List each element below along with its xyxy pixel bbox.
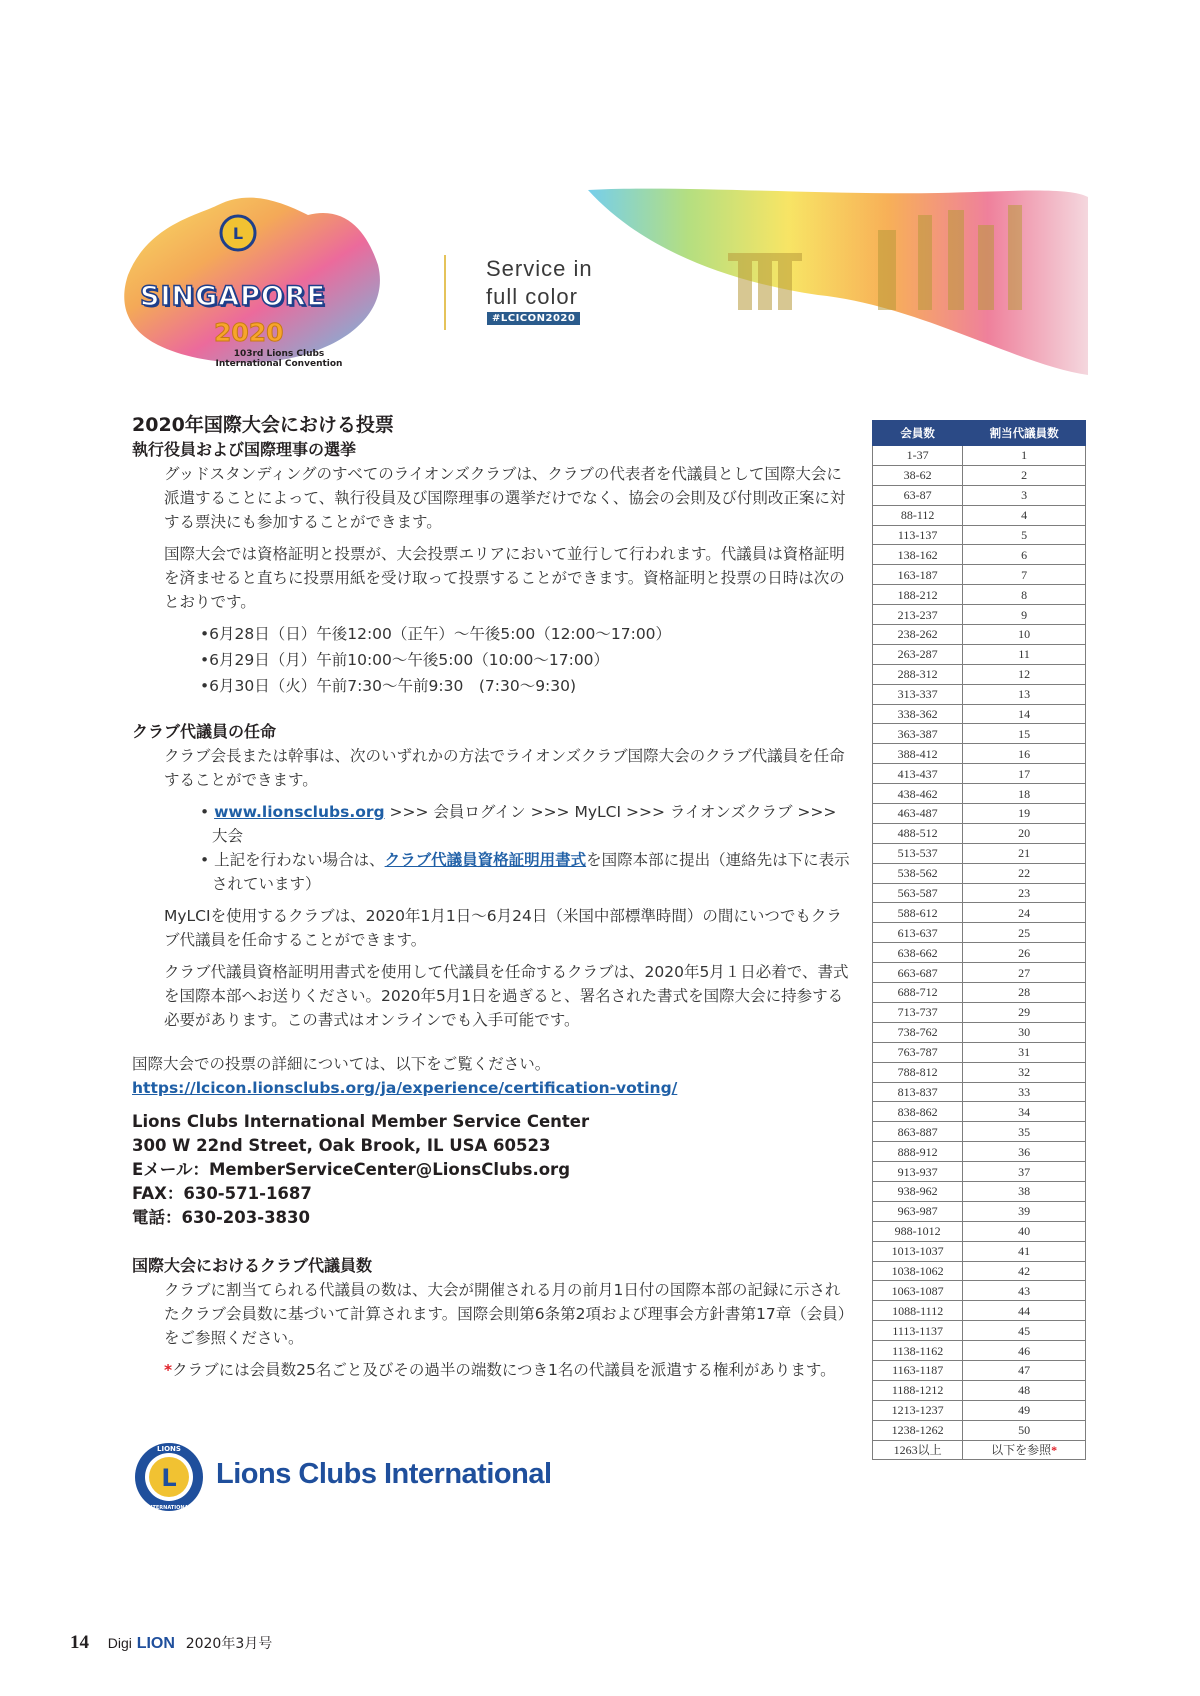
delegate-count-cell: 7 — [963, 565, 1086, 585]
delegate-count-cell: 25 — [963, 923, 1086, 943]
member-range-cell: 638-662 — [873, 943, 963, 963]
table-row — [873, 724, 1086, 744]
footnote — [164, 1358, 852, 1382]
table-row — [873, 903, 1086, 923]
table-row — [873, 1042, 1086, 1062]
section-heading-appointment: クラブ代議員の任命 — [132, 722, 277, 741]
contact-address: 300 W 22nd Street, Oak Brook, IL USA 60523 — [132, 1136, 551, 1155]
table-row — [873, 883, 1086, 903]
delegate-count-cell: 35 — [963, 1122, 1086, 1142]
article-title: 2020年国際大会における投票 — [132, 414, 394, 436]
delegate-count-cell: 46 — [963, 1341, 1086, 1361]
member-range-cell: 688-712 — [873, 983, 963, 1003]
member-range-cell: 863-887 — [873, 1122, 963, 1142]
delegate-count-cell: 27 — [963, 963, 1086, 983]
column-header: 割当代議員数 — [963, 421, 1086, 446]
page-footer — [70, 1632, 272, 1654]
bullet-item: • 上記を行わない場合は、クラブ代議員資格証明用書式を国際本部に提出（連絡先は下に表示されています） — [200, 851, 850, 893]
schedule-list — [132, 622, 852, 698]
member-range-cell: 888-912 — [873, 1142, 963, 1162]
delegate-count-cell: 11 — [963, 644, 1086, 664]
member-range-cell: 1263以上 — [873, 1440, 963, 1460]
table-row — [873, 1122, 1086, 1142]
member-range-cell: 913-937 — [873, 1162, 963, 1182]
column-header: 会員数 — [873, 421, 963, 446]
delegate-count-cell: 23 — [963, 883, 1086, 903]
table-row — [873, 1102, 1086, 1122]
delegate-count-cell: 5 — [963, 525, 1086, 545]
magazine-name: LION — [136, 1635, 175, 1652]
asterisk: * — [164, 1361, 173, 1379]
table-row — [873, 1062, 1086, 1082]
delegate-count-cell: 29 — [963, 1002, 1086, 1022]
table-row — [873, 684, 1086, 704]
table-row — [873, 843, 1086, 863]
tagline-line-1: Service in — [486, 256, 593, 281]
member-range-cell: 363-387 — [873, 724, 963, 744]
member-range-cell: 663-687 — [873, 963, 963, 983]
table-row — [873, 963, 1086, 983]
contact-phone: 電話：630-203-3830 — [132, 1208, 311, 1227]
member-range-cell: 738-762 — [873, 1022, 963, 1042]
delegate-count-cell: 45 — [963, 1321, 1086, 1341]
article-body — [132, 412, 852, 1390]
singapore-wordmark: SINGAPORE — [140, 281, 327, 312]
tagline-line-2: full color — [486, 284, 578, 309]
delegate-count-cell: 2 — [963, 465, 1086, 485]
lions-emblem-icon — [132, 1440, 206, 1514]
emblem-bottom-text: INTERNATIONAL — [146, 1505, 192, 1511]
bullet-text: >>> 会員ログイン >>> MyLCI >>> ライオンズクラブ >>> 大会 — [212, 803, 837, 845]
table-row — [873, 625, 1086, 645]
contact-block — [132, 1110, 852, 1230]
contact-org: Lions Clubs International Member Service Center — [132, 1112, 590, 1131]
table-row — [873, 863, 1086, 883]
table-row — [873, 823, 1086, 843]
table-row — [873, 446, 1086, 466]
table-row — [873, 1341, 1086, 1361]
banner-divider — [444, 255, 446, 330]
convention-banner — [118, 185, 1090, 380]
member-range-cell: 188-212 — [873, 585, 963, 605]
member-range-cell: 1238-1262 — [873, 1420, 963, 1440]
delegate-count-cell: 33 — [963, 1082, 1086, 1102]
delegate-count-cell: 18 — [963, 784, 1086, 804]
delegate-count-cell: 13 — [963, 684, 1086, 704]
table-row — [873, 1221, 1086, 1241]
table-row — [873, 505, 1086, 525]
magazine-prefix: Digi — [107, 1635, 132, 1651]
member-range-cell: 563-587 — [873, 883, 963, 903]
delegate-count-cell: 50 — [963, 1420, 1086, 1440]
delegate-count-cell: 14 — [963, 704, 1086, 724]
table-row — [873, 1142, 1086, 1162]
member-range-cell: 588-612 — [873, 903, 963, 923]
table-row — [873, 1241, 1086, 1261]
member-range-cell: 263-287 — [873, 644, 963, 664]
banner-tagline — [486, 255, 593, 311]
member-range-cell: 788-812 — [873, 1062, 963, 1082]
contact-fax: FAX：630-571-1687 — [132, 1184, 312, 1203]
member-range-cell: 238-262 — [873, 625, 963, 645]
table-row — [873, 804, 1086, 824]
member-range-cell: 538-562 — [873, 863, 963, 883]
delegate-count-cell: 48 — [963, 1380, 1086, 1400]
table-row — [873, 1261, 1086, 1281]
delegate-count-cell: 40 — [963, 1221, 1086, 1241]
delegate-count-cell: 49 — [963, 1400, 1086, 1420]
emblem-top-text: LIONS — [157, 1445, 181, 1453]
delegate-count-cell: 39 — [963, 1201, 1086, 1221]
member-range-cell: 113-137 — [873, 525, 963, 545]
delegate-count-cell: 34 — [963, 1102, 1086, 1122]
delegate-count-cell: 30 — [963, 1022, 1086, 1042]
delegate-count-cell: 17 — [963, 764, 1086, 784]
delegate-count-cell: 1 — [963, 446, 1086, 466]
member-range-cell: 513-537 — [873, 843, 963, 863]
delegate-count-cell: 31 — [963, 1042, 1086, 1062]
member-range-cell: 438-462 — [873, 784, 963, 804]
paragraph: クラブ代議員資格証明用書式を使用して代議員を任命するクラブは、2020年5月１日必着で、書式を国際本部へお送りください。2020年5月1日を過ぎると、署名された書式を国際大会に持参する必要があります。この書式はオンラインでも入手可能です。 — [164, 963, 849, 1029]
delegate-count-cell: 3 — [963, 485, 1086, 505]
bullet-text: を国際本部に提出（連絡先は下に表示されています） — [212, 851, 850, 893]
member-range-cell: 1038-1062 — [873, 1261, 963, 1281]
table-row — [873, 485, 1086, 505]
member-range-cell: 1138-1162 — [873, 1341, 963, 1361]
issue-date: 2020年3月号 — [185, 1636, 273, 1652]
delegate-count-cell: 12 — [963, 664, 1086, 684]
delegate-count-cell: 15 — [963, 724, 1086, 744]
delegate-count-cell: 47 — [963, 1360, 1086, 1380]
member-range-cell: 138-162 — [873, 545, 963, 565]
member-range-cell: 413-437 — [873, 764, 963, 784]
table-row — [873, 1281, 1086, 1301]
delegate-count-cell: 10 — [963, 625, 1086, 645]
table-body — [873, 446, 1086, 1460]
member-range-cell: 163-187 — [873, 565, 963, 585]
table-row — [873, 1440, 1086, 1460]
emblem-letter: L — [161, 1464, 177, 1492]
member-range-cell: 613-637 — [873, 923, 963, 943]
paragraph: クラブ会長または幹事は、次のいずれかの方法でライオンズクラブ国際大会のクラブ代議員を任命することができます。 — [164, 747, 845, 789]
member-range-cell: 763-787 — [873, 1042, 963, 1062]
table-row — [873, 764, 1086, 784]
delegate-count-cell: 28 — [963, 983, 1086, 1003]
delegate-count-cell: 19 — [963, 804, 1086, 824]
delegate-count-cell: 42 — [963, 1261, 1086, 1281]
table-header-row — [873, 421, 1086, 446]
table-row — [873, 585, 1086, 605]
paragraph: クラブに割当てられる代議員の数は、大会が開催される月の前月1日付の国際本部の記録に示されたクラブ会員数に基づいて計算されます。国際会則第6条第2項および理事会方針書第17章（会員）をご参照ください。 — [164, 1281, 846, 1347]
table-row — [873, 744, 1086, 764]
table-row — [873, 644, 1086, 664]
delegate-count-cell: 32 — [963, 1062, 1086, 1082]
delegate-count-cell: 9 — [963, 605, 1086, 625]
member-range-cell: 988-1012 — [873, 1221, 963, 1241]
member-range-cell: 38-62 — [873, 465, 963, 485]
table-row — [873, 1380, 1086, 1400]
member-range-cell: 338-362 — [873, 704, 963, 724]
table-row — [873, 1420, 1086, 1440]
member-range-cell: 813-837 — [873, 1082, 963, 1102]
contact-email: Eメール：MemberServiceCenter@LionsClubs.org — [132, 1160, 571, 1179]
lions-clubs-wordmark: Lions Clubs International — [216, 1458, 552, 1490]
table-row — [873, 1022, 1086, 1042]
delegate-count-cell: 44 — [963, 1301, 1086, 1321]
convention-year: 2020 — [214, 318, 284, 347]
member-range-cell: 1088-1112 — [873, 1301, 963, 1321]
table-row — [873, 1360, 1086, 1380]
section-heading-election: 執行役員および国際理事の選挙 — [132, 440, 357, 459]
member-range-cell: 463-487 — [873, 804, 963, 824]
schedule-item: •6月30日（火）午前7:30～午前9:30 (7:30～9:30) — [200, 677, 577, 695]
delegate-form-link[interactable]: クラブ代議員資格証明用書式 — [384, 851, 587, 869]
member-range-cell: 1013-1037 — [873, 1241, 963, 1261]
table-row — [873, 784, 1086, 804]
member-range-cell: 213-237 — [873, 605, 963, 625]
table-row — [873, 525, 1086, 545]
paragraph: グッドスタンディングのすべてのライオンズクラブは、クラブの代表者を代議員として国際大会に派遣することによって、執行役員及び国際理事の選挙だけでなく、協会の会則及び付則改正案に対する票決にも参加することができます。 — [164, 465, 846, 531]
delegate-count-cell: 43 — [963, 1281, 1086, 1301]
member-range-cell: 1113-1137 — [873, 1321, 963, 1341]
member-range-cell: 288-312 — [873, 664, 963, 684]
table-row — [873, 465, 1086, 485]
table-row — [873, 983, 1086, 1003]
table-row — [873, 1162, 1086, 1182]
member-range-cell: 63-87 — [873, 485, 963, 505]
bullet-item: • www.lionsclubs.org >>> 会員ログイン >>> MyLCI >>> ライオンズクラブ >>> 大会 — [200, 803, 837, 845]
member-range-cell: 938-962 — [873, 1181, 963, 1201]
delegate-count-cell: 26 — [963, 943, 1086, 963]
table-row — [873, 1321, 1086, 1341]
bullet-text: 上記を行わない場合は、 — [214, 851, 385, 869]
delegate-count-cell: 36 — [963, 1142, 1086, 1162]
member-range-cell: 388-412 — [873, 744, 963, 764]
delegate-count-cell: 20 — [963, 823, 1086, 843]
delegate-allocation-table — [872, 420, 1086, 1460]
delegate-count-cell: 22 — [963, 863, 1086, 883]
details-text: 国際大会での投票の詳細については、以下をご覧ください。 — [132, 1055, 551, 1073]
convention-subtitle: 103rd Lions Clubs International Convention — [215, 349, 343, 369]
member-range-cell: 1063-1087 — [873, 1281, 963, 1301]
table-row — [873, 1181, 1086, 1201]
member-range-cell: 1188-1212 — [873, 1380, 963, 1400]
member-range-cell: 1163-1187 — [873, 1360, 963, 1380]
member-range-cell: 838-862 — [873, 1102, 963, 1122]
table-row — [873, 605, 1086, 625]
table-row — [873, 943, 1086, 963]
paragraph: 国際大会では資格証明と投票が、大会投票エリアにおいて並行して行われます。代議員は資格証明を済ませると直ちに投票用紙を受け取って投票することができます。資格証明と投票の日時は次のとおりです。 — [164, 545, 845, 611]
schedule-item: •6月29日（月）午前10:00～午後5:00（10:00～17:00） — [200, 651, 610, 669]
member-range-cell: 1213-1237 — [873, 1400, 963, 1420]
delegate-count-cell: 以下を参照* — [963, 1440, 1086, 1460]
page-number: 14 — [70, 1632, 89, 1653]
member-range-cell: 488-512 — [873, 823, 963, 843]
delegate-count-cell: 37 — [963, 1162, 1086, 1182]
delegate-count-cell: 16 — [963, 744, 1086, 764]
table-row — [873, 1002, 1086, 1022]
delegate-count-cell: 6 — [963, 545, 1086, 565]
section-heading-delegate-count: 国際大会におけるクラブ代議員数 — [132, 1256, 373, 1275]
delegate-count-cell: 4 — [963, 505, 1086, 525]
table-row — [873, 704, 1086, 724]
member-range-cell: 88-112 — [873, 505, 963, 525]
table-row — [873, 923, 1086, 943]
lionsclubs-link[interactable]: www.lionsclubs.org — [214, 803, 385, 821]
voting-details-link[interactable]: https://lcicon.lionsclubs.org/ja/experience/certification-voting/ — [132, 1079, 678, 1097]
delegate-count-cell: 41 — [963, 1241, 1086, 1261]
member-range-cell: 963-987 — [873, 1201, 963, 1221]
asterisk: * — [1051, 1442, 1058, 1457]
table-row — [873, 1301, 1086, 1321]
hashtag-badge: #LCICON2020 — [487, 312, 580, 325]
footnote-text: クラブには会員数25名ごと及びその過半の端数につき1名の代議員を派遣する権利があります。 — [172, 1361, 836, 1379]
table-row — [873, 1400, 1086, 1420]
svg-text:L: L — [232, 224, 244, 243]
table-row — [873, 664, 1086, 684]
paragraph: MyLCIを使用するクラブは、2020年1月1日～6月24日（米国中部標準時間）の間にいつでもクラブ代議員を任命することができます。 — [164, 907, 842, 949]
table-row — [873, 1082, 1086, 1102]
delegate-count-cell: 21 — [963, 843, 1086, 863]
member-range-cell: 313-337 — [873, 684, 963, 704]
table-row — [873, 1201, 1086, 1221]
schedule-item: •6月28日（日）午後12:00（正午）～午後5:00（12:00～17:00） — [200, 625, 672, 643]
table-row — [873, 565, 1086, 585]
member-range-cell: 1-37 — [873, 446, 963, 466]
delegate-count-cell: 38 — [963, 1181, 1086, 1201]
delegate-count-cell: 24 — [963, 903, 1086, 923]
delegate-count-cell: 8 — [963, 585, 1086, 605]
member-range-cell: 713-737 — [873, 1002, 963, 1022]
table-row — [873, 545, 1086, 565]
